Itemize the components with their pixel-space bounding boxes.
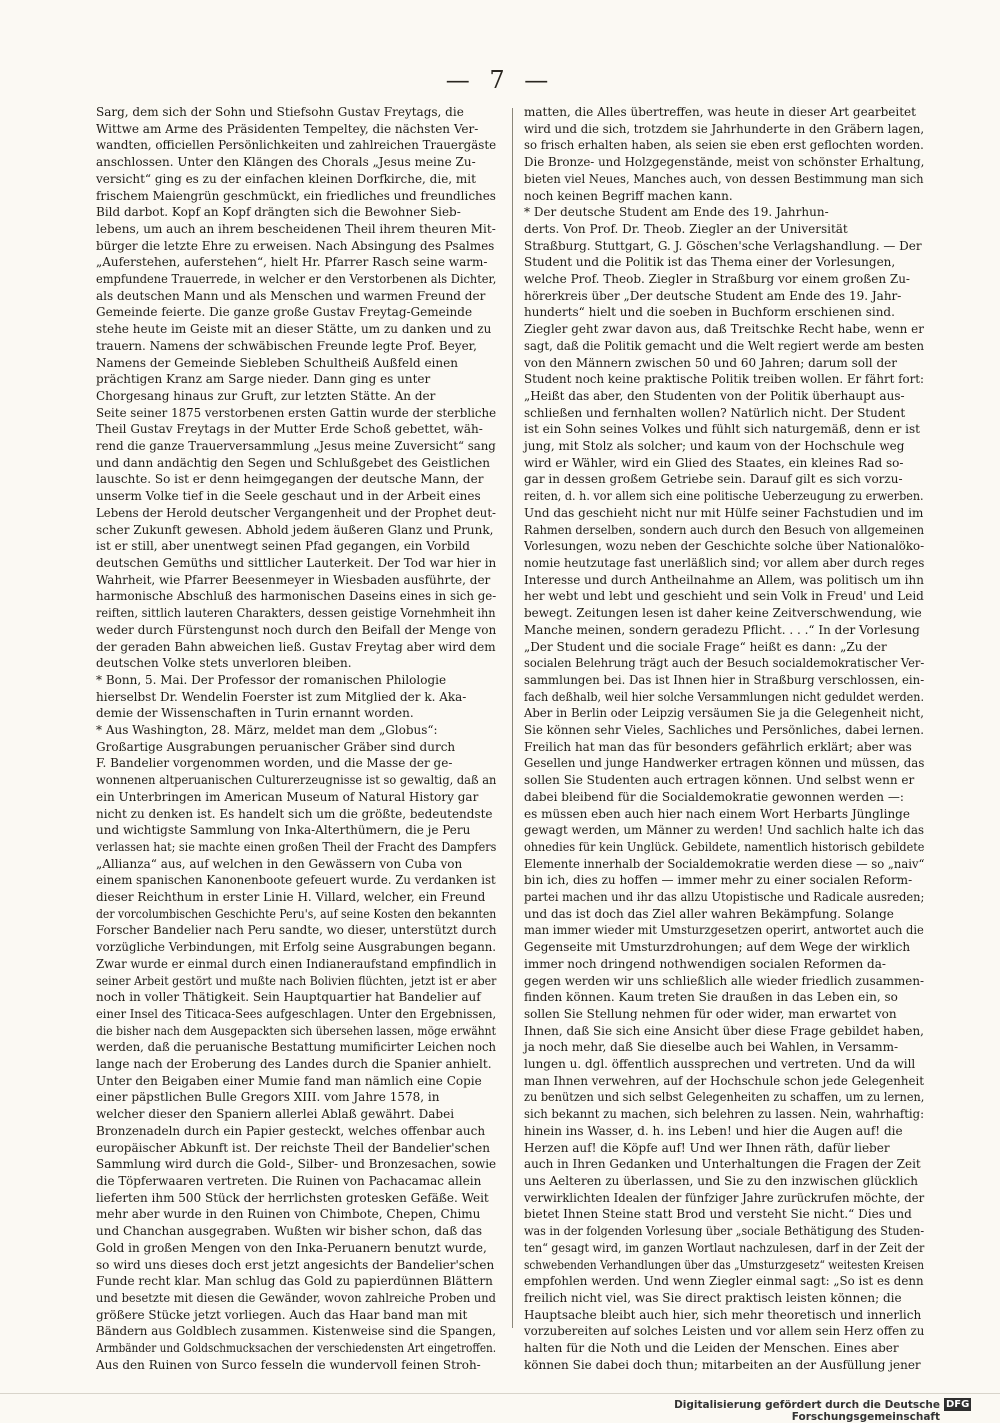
text-line: frischem Maiengrün geschmückt, ein friedliches und freundliches <box>96 188 496 203</box>
text-line: „Allianza“ aus, auf welchen in den Gewässern von Cuba von <box>96 856 463 871</box>
text-line: wandten, officiellen Persönlichkeiten und zahlreichen Trauergäste <box>96 138 497 153</box>
text-line: ist er still, aber unentwegt seinen Pfad gegangen, ein Vorbild <box>96 539 470 554</box>
text-line: Chorgesang hinaus zur Gruft, zur letzten Stätte. An der <box>96 388 436 403</box>
text-line: gewagt werden, um Männer zu werden! Und sachlich halte ich das <box>524 823 924 838</box>
text-line: hinein ins Wasser, d. h. ins Leben! und hier die Augen auf! die <box>524 1123 903 1138</box>
text-line: ja noch mehr, daß Sie dieselbe auch bei Wahlen, in Versamm- <box>524 1040 899 1055</box>
text-line: anschlossen. Unter den Klängen des Chorals „Jesus meine Zu- <box>96 155 476 170</box>
text-line: deutschen Gemüths und sittlicher Lauterkeit. Der Tod war hier in <box>96 555 497 570</box>
text-line: sammlungen bei. Das ist Ihnen hier in Straßburg verschlossen, ein- <box>524 672 925 687</box>
text-line: stehe heute im Geiste mit an dieser Stätte, um zu danken und zu <box>96 322 492 337</box>
text-line: die bisher nach dem Ausgepackten sich übersehen lassen, möge erwähnt <box>96 1023 496 1038</box>
text-line: matten, die Alles übertreffen, was heute in dieser Art gearbeitet <box>524 105 916 119</box>
text-line: partei machen und ihr das allzu Utopistische und Radicale ausreden; <box>524 890 925 905</box>
text-line: noch in voller Thätigkeit. Sein Hauptquartier hat Bandelier auf <box>96 990 481 1005</box>
text-line: wird und die sich, trotzdem sie Jahrhunderte in den Gräbern lagen, <box>524 121 925 136</box>
dfg-logo: DFG <box>946 1399 970 1410</box>
text-line: bieten viel Neues, Manches auch, von dessen Bestimmung man sich <box>524 171 924 186</box>
text-line: sich bekannt zu machen, sich belehren zu lassen. Nein, wahrhaftig: <box>524 1107 924 1122</box>
text-line: und wichtigste Sammlung von Inka-Alterthümern, die je Peru <box>96 823 471 838</box>
text-line: lauschte. So ist er denn heimgegangen der deutsche Mann, der <box>96 472 484 487</box>
text-line: lieferten ihm 500 Stück der herrlichsten grotesken Gefäße. Weit <box>96 1190 489 1205</box>
text-line: wird er Wähler, wird ein Glied des Staates, ein kleines Rad so- <box>524 455 904 470</box>
text-line: Und das geschieht nicht nur mit Hülfe seiner Fachstudien und im <box>524 505 924 520</box>
text-line: hierselbst Dr. Wendelin Foerster ist zum Mitglied der k. Aka- <box>96 689 467 704</box>
text-line: der geraden Bahn abweichen ließ. Gustav Freytag aber wird dem <box>96 639 496 654</box>
text-line: „Der Student und die sociale Frage“ heißt es dann: „Zu der <box>524 639 887 654</box>
text-line: und dann andächtig den Segen und Schlußgebet des Geistlichen <box>96 455 490 470</box>
text-line: lungen u. dgl. öffentlich aussprechen und vertreten. Und da will <box>524 1057 916 1072</box>
text-line: F. Bandelier vorgenommen worden, und die Masse der ge- <box>96 756 453 771</box>
text-line: so wird uns dieses doch erst jetzt angesichts der Bandelier'schen <box>96 1257 495 1272</box>
text-line: und Chanchan ausgegraben. Wußten wir bisher schon, daß das <box>96 1224 483 1239</box>
text-line: es müssen eben auch hier nach einem Wort Herbarts Jünglinge <box>524 806 910 821</box>
text-line: hörerkreis über „Der deutsche Student am Ende des 19. Jahr- <box>524 288 902 303</box>
text-line: werden, daß die peruanische Bestattung mumificirter Leichen noch <box>96 1040 496 1055</box>
text-line: gar in dessen großem Getriebe sein. Darauf gilt es sich vorzu- <box>524 472 903 487</box>
text-line: Aber in Berlin oder Leipzig versäumen Sie ja die Gelegenheit nicht, <box>524 706 924 721</box>
text-line: * Der deutsche Student am Ende des 19. Jahrhun- <box>524 205 829 220</box>
text-line: fach deßhalb, weil hier solche Versammlungen nicht geduldet werden. <box>524 689 924 704</box>
text-line: so frisch erhalten haben, als seien sie eben erst geflochten worden. <box>524 138 924 153</box>
text-line: Gegenseite mit Umsturzdrohungen; auf dem Wege der wirklich <box>524 940 911 955</box>
text-line: Student noch keine praktische Politik treiben wollen. Er fährt fort: <box>524 372 924 387</box>
text-line: schwebenden Verhandlungen über das „Umsturzgesetz“ weitesten Kreisen <box>524 1257 925 1272</box>
text-line: zu benützen und sich selbst Gelegenheiten zu schaffen, um zu lernen, <box>524 1090 925 1105</box>
text-line: noch keinen Begriff machen kann. <box>524 188 733 203</box>
column-divider <box>512 108 513 1328</box>
text-line: Sammlung wird durch die Gold-, Silber- und Bronzesachen, sowie <box>96 1157 497 1172</box>
text-line: Rahmen derselben, sondern auch durch den Besuch von allgemeinen <box>524 522 925 537</box>
text-line: Armbänder und Goldschmucksachen der verschiedensten Art eingetroffen. <box>96 1341 497 1356</box>
text-line: jung, mit Stolz als solcher; und kaum von der Hochschule weg <box>524 439 905 454</box>
text-line: Forscher Bandelier nach Peru sandte, wo dieser, unterstützt durch <box>96 923 497 938</box>
text-line: Bändern aus Goldblech zusammen. Kistenweise sind die Spangen, <box>96 1324 497 1339</box>
text-line: scher Zukunft gewesen. Abhold jedem äußeren Glanz und Prunk, <box>96 522 494 537</box>
text-line: lange nach der Eroberung des Landes durch die Spanier anhielt. <box>96 1057 492 1072</box>
text-line: welche Prof. Theob. Ziegler in Straßburg vor einem großen Zu- <box>524 272 910 287</box>
text-line: Aus den Ruinen von Surco fesseln die wundervoll feinen Stroh- <box>96 1357 481 1372</box>
text-line: Ihnen, daß Sie sich eine Ansicht über diese Frage gebildet haben, <box>524 1023 924 1038</box>
text-line: verwirklichten Idealen der fünfziger Jahre zurückrufen möchte, der <box>524 1190 925 1205</box>
text-line: freilich nicht viel, was Sie direct praktisch leisten können; die <box>524 1290 902 1305</box>
text-line: europäischer Abkunft ist. Der reichste Theil der Bandelier'schen <box>96 1140 491 1155</box>
text-line: ein Unterbringen im American Museum of Natural History gar <box>96 789 479 804</box>
text-line: * Aus Washington, 28. März, meldet man dem „Globus“: <box>96 723 438 738</box>
text-line: Gesellen und junge Handwerker ertragen können und müssen, das <box>524 756 925 771</box>
text-line: reiten, d. h. vor allem sich eine politische Ueberzeugung zu erwerben. <box>524 489 924 504</box>
text-line: dieser Reichthum in erster Linie H. Villard, welcher, ein Freund <box>96 890 486 905</box>
text-line: größere Stücke jetzt vorliegen. Auch das Haar band man mit <box>96 1307 468 1322</box>
text-line: Vorlesungen, wozu neben der Geschichte solche über Nationalöko- <box>524 539 925 554</box>
text-line: lebens, um auch an ihrem bescheidenen Theil ihrem theuren Mit- <box>96 221 496 236</box>
text-line: halten für die Noth und die Leiden der Menschen. Eines aber <box>524 1341 899 1356</box>
text-line: immer noch dringend nothwendigen socialen Reformen da- <box>524 956 886 971</box>
text-line: Freilich hat man das für besonders gefährlich erklärt; aber was <box>524 739 912 754</box>
text-line: von den Männern zwischen 50 und 60 Jahren; darum soll der <box>524 355 897 370</box>
text-line: sagt, daß die Politik gemacht und die Welt regiert werde am besten <box>524 338 924 353</box>
text-line: Gold in großen Mengen von den Inka-Peruanern benutzt wurde, <box>96 1240 487 1255</box>
text-line: auch in Ihren Gedanken und Unterhaltungen die Fragen der Zeit <box>524 1157 921 1172</box>
right-column <box>524 104 925 1372</box>
text-line: Großartige Ausgrabungen peruanischer Gräber sind durch <box>96 739 456 754</box>
text-line: Seite seiner 1875 verstorbenen ersten Gattin wurde der sterbliche <box>96 405 497 420</box>
text-line: und besetzte mit diesen die Gewänder, wovon zahlreiche Proben und <box>96 1290 496 1305</box>
text-line: Theil Gustav Freytags in der Mutter Erde Schoß gebettet, wäh- <box>96 422 483 437</box>
text-line: Bronzenadeln durch ein Papier gesteckt, welches offenbar auch <box>96 1123 486 1138</box>
text-line: wonnenen altperuanischen Culturerzeugnisse ist so gewaltig, daß an <box>96 773 497 788</box>
page-number: — 7 — <box>445 66 555 94</box>
text-line: gegen werden wir uns schließlich alle wieder friedlich zusammen- <box>524 973 925 988</box>
text-line: Manche meinen, sondern geradezu Pflicht. . . .“ In der Vorlesung <box>524 622 920 637</box>
text-line: vorzügliche Verbindungen, mit Erfolg seine Ausgrabungen begann. <box>96 940 497 955</box>
text-line: Die Bronze- und Holzgegenstände, meist von schönster Erhaltung, <box>524 155 925 170</box>
text-line: Zwar wurde er einmal durch einen Indianeraufstand empfindlich in <box>96 956 497 971</box>
text-line: Unter den Beigaben einer Mumie fand man nämlich eine Copie <box>96 1073 482 1088</box>
text-line: und das ist doch das Ziel aller wahren Bekämpfung. Solange <box>524 906 894 921</box>
text-line: trauern. Namens der schwäbischen Freunde legte Prof. Beyer, <box>96 338 477 353</box>
text-line: Herzen auf! die Köpfe auf! Und wer Ihnen räth, dafür lieber <box>524 1140 890 1155</box>
text-line: empfohlen werden. Und wenn Ziegler einmal sagt: „So ist es denn <box>524 1274 924 1289</box>
text-line: ohnedies für kein Unglück. Gebildete, namentlich historisch gebildete <box>524 839 925 854</box>
text-line: mehr aber wurde in den Ruinen von Chimbote, Chepen, Chimu <box>96 1207 481 1222</box>
text-line: empfundene Trauerrede, in welcher er den Verstorbenen als Dichter, <box>96 272 497 287</box>
text-line: ist ein Sohn seines Volkes und fühlt sich naturgemäß, denn er ist <box>524 422 920 437</box>
text-line: bewegt. Zeitungen lesen ist daher keine Zeitverschwendung, wie <box>524 606 922 621</box>
text-line: her webt und lebt und geschieht und sein Volk in Freud' und Leid <box>524 589 924 604</box>
text-line: derts. Von Prof. Dr. Theob. Ziegler an der Universität <box>524 221 848 236</box>
text-line: einem spanischen Kanonenboote gefeuert wurde. Zu verdanken ist <box>96 873 496 888</box>
text-line: vorzubereiten auf solches Leisten und vor allem sein Herz offen zu <box>524 1324 925 1339</box>
text-line: Hauptsache bleibt auch hier, sich mehr theoretisch und innerlich <box>524 1307 922 1322</box>
text-line: Funde recht klar. Man schlug das Gold zu papierdünnen Blättern <box>96 1274 493 1289</box>
text-line: hunderts“ hielt und die soeben in Buchform erschienen sind. <box>524 305 895 320</box>
text-line: bietet Ihnen Steine statt Brod und versteht Sie nicht.“ Dies und <box>524 1207 912 1222</box>
left-column <box>96 104 497 1372</box>
text-line: Sarg, dem sich der Sohn und Stiefsohn Gustav Freytags, die <box>96 105 464 119</box>
text-line: sollen Sie Stellung nehmen für oder wider, man erwartet von <box>524 1006 897 1021</box>
text-line: was in der folgenden Vorlesung über „sociale Bethätigung des Studen- <box>524 1224 925 1239</box>
text-line: reiften, sittlich lauteren Charakters, dessen geistige Vornehmheit ihn <box>96 606 496 621</box>
text-line: nomie heutzutage fast unerläßlich sind; vor allem aber durch reges <box>524 555 925 570</box>
text-line: als deutschen Mann und als Menschen und warmen Freund der <box>96 288 486 303</box>
text-line: verlassen hat; sie machte einen großen Theil der Fracht des Dampfers <box>96 839 497 854</box>
text-line: Elemente innerhalb der Socialdemokratie werden diese — so „naiv“ <box>524 856 925 871</box>
text-line: Wahrheit, wie Pfarrer Beesenmeyer in Wiesbaden ausführte, der <box>96 572 491 587</box>
text-line: socialen Belehrung trägt auch der Besuch socialdemokratischer Ver- <box>524 656 925 671</box>
text-line: man Ihnen verwehren, auf der Hochschule schon jede Gelegenheit <box>524 1073 924 1088</box>
text-line: harmonische Abschluß des harmonischen Daseins eines in sich ge- <box>96 589 497 604</box>
text-line: können Sie dabei doch thun; mitarbeiten an der Ausfüllung jener <box>524 1357 921 1372</box>
text-line: der vorcolumbischen Geschichte Peru's, auf seine Kosten den bekannten <box>96 906 497 921</box>
footer-divider <box>0 1393 1000 1394</box>
text-line: Gemeinde feierte. Die ganze große Gustav Freytag-Gemeinde <box>96 305 473 320</box>
text-line: * Bonn, 5. Mai. Der Professor der romanischen Philologie <box>96 672 447 687</box>
text-line: man immer wieder mit Umsturzgesetzen operirt, antwortet auch die <box>524 923 924 938</box>
text-line: seiner Arbeit gestört und mußte nach Bolivien flüchten, jetzt ist er aber <box>96 973 497 988</box>
text-line: bürger die letzte Ehre zu erweisen. Nach Absingung des Psalmes <box>96 238 495 253</box>
text-line: Straßburg. Stuttgart, G. J. Göschen'sche Verlagshandlung. — Der <box>524 238 922 253</box>
text-line: unserm Volke tief in die Seele geschaut und in der Arbeit eines <box>96 489 481 504</box>
text-line: Student und die Politik ist das Thema einer der Vorlesungen, <box>524 255 896 270</box>
text-line: finden können. Kaum treten Sie draußen in das Leben ein, so <box>524 990 898 1005</box>
text-line: versicht“ ging es zu der einfachen kleinen Dorfkirche, die, mit <box>96 171 476 186</box>
text-line: „Auferstehen, auferstehen“, hielt Hr. Pfarrer Rasch seine warm- <box>96 255 488 270</box>
text-line: „Heißt das aber, den Studenten von der Politik überhaupt aus- <box>524 388 905 403</box>
text-line: die Töpferwaaren vertreten. Die Ruinen von Pachacamac allein <box>96 1174 482 1188</box>
text-line: Interesse und durch Antheilnahme an Allem, was politisch um ihn <box>524 572 924 587</box>
text-line: deutschen Volke stets unverloren bleiben. <box>96 656 352 671</box>
text-line: demie der Wissenschaften in Turin ernannt worden. <box>96 706 414 721</box>
text-line: Sie können sehr Vieles, Sachliches und Persönliches, dabei lernen. <box>524 723 925 738</box>
text-line: welcher dieser den Spaniern allerlei Ablaß gewährt. Dabei <box>96 1107 455 1122</box>
text-line: sollen Sie Studenten auch ertragen können. Und selbst wenn er <box>524 773 915 788</box>
footer-credit: Digitalisierung gefördert durch die Deutsche Forschungsgemeinschaft <box>674 1399 940 1423</box>
text-line: Namens der Gemeinde Siebleben Schultheiß Außfeld einen <box>96 355 458 370</box>
text-line: prächtigen Kranz am Sarge nieder. Dann ging es unter <box>96 372 431 387</box>
text-line: einer Insel des Titicaca-Sees aufgeschlagen. Unter den Ergebnissen, <box>96 1006 497 1021</box>
text-line: Ziegler geht zwar davon aus, daß Treitschke Recht habe, wenn er <box>524 322 924 337</box>
text-line: rend die ganze Trauerversammlung „Jesus meine Zuversicht“ sang <box>96 439 496 454</box>
text-line: dabei bleibend für die Socialdemokratie gewonnen werden —: <box>524 789 904 804</box>
text-line: bin ich, dies zu hoffen — immer mehr zu einer socialen Reform- <box>524 873 913 888</box>
text-line: uns Aelteren zu überlassen, und Sie zu den inzwischen glücklich <box>524 1174 918 1188</box>
text-line: einer päpstlichen Bulle Gregors XIII. vom Jahre 1578, in <box>96 1090 440 1105</box>
text-line: schließen und fernhalten wollen? Natürlich nicht. Der Student <box>524 405 906 420</box>
text-line: Wittwe am Arme des Präsidenten Tempeltey, die nächsten Ver- <box>96 121 479 136</box>
text-line: weder durch Fürstengunst noch durch den Beifall der Menge von <box>96 622 497 637</box>
text-line: nicht zu denken ist. Es handelt sich um die größte, bedeutendste <box>96 806 493 821</box>
text-line: ten“ gesagt wird, im ganzen Wortlaut nachzulesen, darf in der Zeit der <box>524 1240 925 1255</box>
text-line: Lebens der Herold deutscher Vergangenheit und der Prophet deut- <box>96 505 496 520</box>
text-line: Bild darbot. Kopf an Kopf drängten sich die Bewohner Sieb- <box>96 205 461 220</box>
